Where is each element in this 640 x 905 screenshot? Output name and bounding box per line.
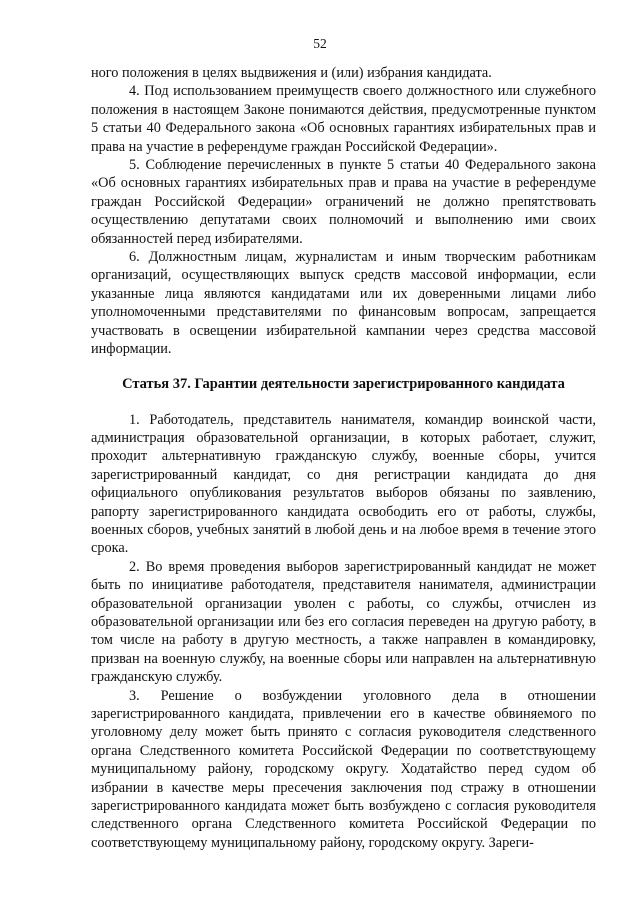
article-paragraph-1: 1. Работодатель, представитель нанимателя, командир воинской части, администрация образовательной организации, в которых работает, служит, проходит альтернативную гражданскую службу, военные сборы, учится зарегистрированный кандидат, со дня регистрации кандидата до дня официального опубликования результатов выборов обязаны по заявлению, рапорту зарегистрированного кандидата освободить его от работы, службы, военных сборов, учебных занятий в любой день и на любое время в течение этого срока. [91, 411, 596, 557]
paragraph-item-5: 5. Соблюдение перечисленных в пункте 5 статьи 40 Федерального закона «Об основных гарантиях избирательных прав и права на участие в референдуме граждан Российской Федерации» ограничений не должно препятствовать осуществлению депутатами своих полномочий и выполнению ими своих обязанностей перед избирателями. [91, 157, 596, 247]
document-body [91, 64, 596, 852]
article-heading: Статья 37. Гарантии деятельности зарегистрированного кандидата [122, 375, 565, 392]
page-number: 52 [313, 36, 327, 51]
paragraph-continuation: ного положения в целях выдвижения и (или) избрания кандидата. [91, 65, 492, 81]
paragraph-item-6: 6. Должностным лицам, журналистам и иным творческим работникам организаций, осуществляющих выпуск средств массовой информации, если указанные лица являются кандидатами или их доверенными лицами либо уполномоченными представителями по финансовым вопросам, запрещается участвовать в освещении избирательной кампании через средства массовой информации. [91, 249, 596, 358]
paragraph-item-4: 4. Под использованием преимуществ своего должностного или служебного положения в настоящем Законе понимаются действия, предусмотренные пунктом 5 статьи 40 Федерального закона «Об основных гарантиях избирательных прав и права на участие в референдуме граждан Российской Федерации». [91, 83, 596, 155]
article-paragraph-3: 3. Решение о возбуждении уголовного дела в отношении зарегистрированного кандидата, привлечении его в качестве обвиняемого по уголовному делу может быть принято с согласия руководителя следственного органа Следственного комитета Российской Федерации по соответствующему муниципальному району, городскому округу. Ходатайство перед судом об избрании в качестве меры пресечения заключения под стражу в отношении зарегистрированного кандидата может быть возбуждено с согласия руководителя следственного органа Следственного комитета Российской Федерации по соответствующему муниципальному району, городскому округу. Зареги- [91, 687, 596, 851]
article-paragraph-2: 2. Во время проведения выборов зарегистрированный кандидат не может быть по инициативе работодателя, представителя нанимателя, администрации образовательной организации уволен с работы, со службы, отчислен из образовательной организации или без его согласия переведен на другую работу, в том числе на работу в другую местность, а также направлен в командировку, призван на военную службу, на военные сборы или направлен на альтернативную гражданскую службу. [91, 558, 596, 686]
